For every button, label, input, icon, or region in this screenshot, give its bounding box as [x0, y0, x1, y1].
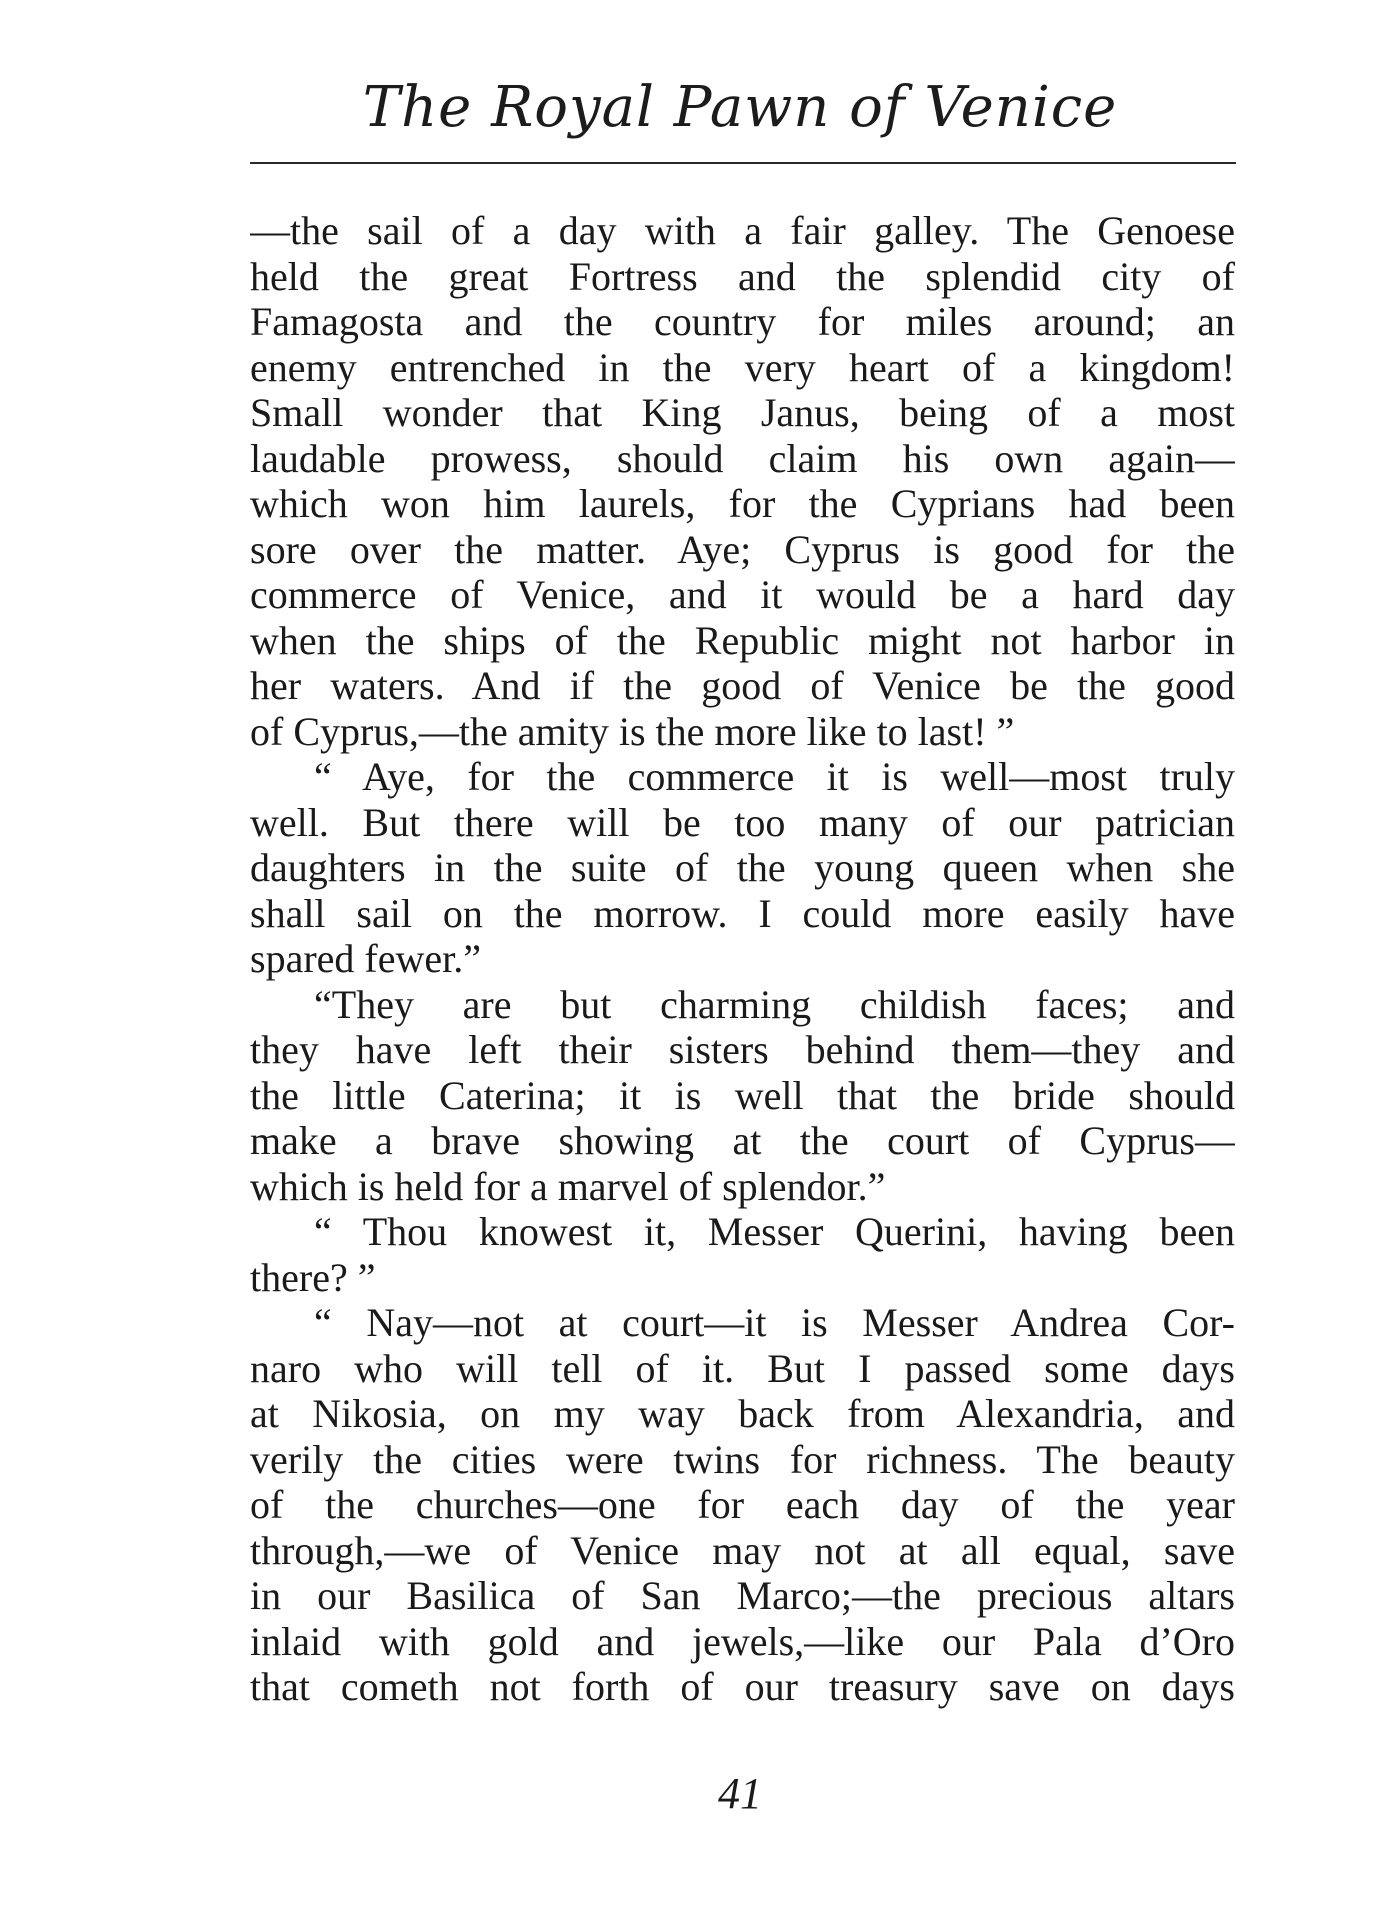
- text-line: of Cyprus,—the amity is the more like to last! ”: [250, 708, 1015, 754]
- text-line: enemy entrenched in the very heart of a kingdom!: [250, 344, 1235, 390]
- text-line: which won him laurels, for the Cyprians had been: [250, 481, 1235, 526]
- page-number: 41: [718, 1769, 762, 1818]
- text-line: when the ships of the Republic might not harbor in: [250, 617, 1235, 663]
- text-line: Small wonder that King Janus, being of a most: [250, 390, 1235, 435]
- text-line: —the sail of a day with a fair galley. The Genoese: [250, 208, 1235, 253]
- body-text: [250, 208, 1235, 1710]
- text-line: Famagosta and the country for miles around; an: [250, 299, 1235, 344]
- text-line: held the great Fortress and the splendid city of: [250, 253, 1235, 299]
- text-line: well. But there will be too many of our patrician: [250, 799, 1235, 845]
- text-line: sore over the matter. Aye; Cyprus is good for the: [250, 526, 1235, 572]
- text-line: her waters. And if the good of Venice be the good: [250, 663, 1235, 708]
- text-line: the little Caterina; it is well that the bride should: [250, 1072, 1235, 1118]
- text-line: naro who will tell of it. But I passed some days: [250, 1345, 1235, 1391]
- text-line: shall sail on the morrow. I could more easily have: [250, 890, 1235, 936]
- text-line: “They are but charming childish faces; and: [314, 981, 1235, 1027]
- text-line: they have left their sisters behind them—they and: [250, 1027, 1235, 1072]
- text-line: “ Nay—not at court—it is Messer Andrea Cor-: [314, 1300, 1235, 1345]
- text-line: which is held for a marvel of splendor.”: [250, 1163, 886, 1209]
- text-line: “ Thou knowest it, Messer Querini, having been: [314, 1209, 1235, 1254]
- text-line: commerce of Venice, and it would be a hard day: [250, 572, 1235, 617]
- text-line: of the churches—one for each day of the year: [250, 1482, 1235, 1527]
- text-line: make a brave showing at the court of Cyprus—: [250, 1118, 1235, 1163]
- text-line: that cometh not forth of our treasury save on days: [250, 1664, 1235, 1709]
- header-rule: [250, 162, 1236, 164]
- text-line: spared fewer.”: [250, 936, 481, 981]
- text-line: at Nikosia, on my way back from Alexandria, and: [250, 1391, 1235, 1436]
- text-line: verily the cities were twins for richness. The beauty: [250, 1436, 1235, 1482]
- text-line: through,—we of Venice may not at all equal, save: [250, 1527, 1235, 1573]
- running-title: The Royal Pawn of Venice: [362, 75, 1118, 140]
- text-line: inlaid with gold and jewels,—like our Pala d’Oro: [250, 1618, 1235, 1664]
- text-line: in our Basilica of San Marco;—the precious altars: [250, 1573, 1235, 1618]
- text-line: “ Aye, for the commerce it is well—most truly: [314, 754, 1235, 799]
- text-line: laudable prowess, should claim his own again—: [250, 435, 1235, 481]
- text-line: daughters in the suite of the young queen when she: [250, 845, 1235, 890]
- text-line: there? ”: [250, 1254, 376, 1300]
